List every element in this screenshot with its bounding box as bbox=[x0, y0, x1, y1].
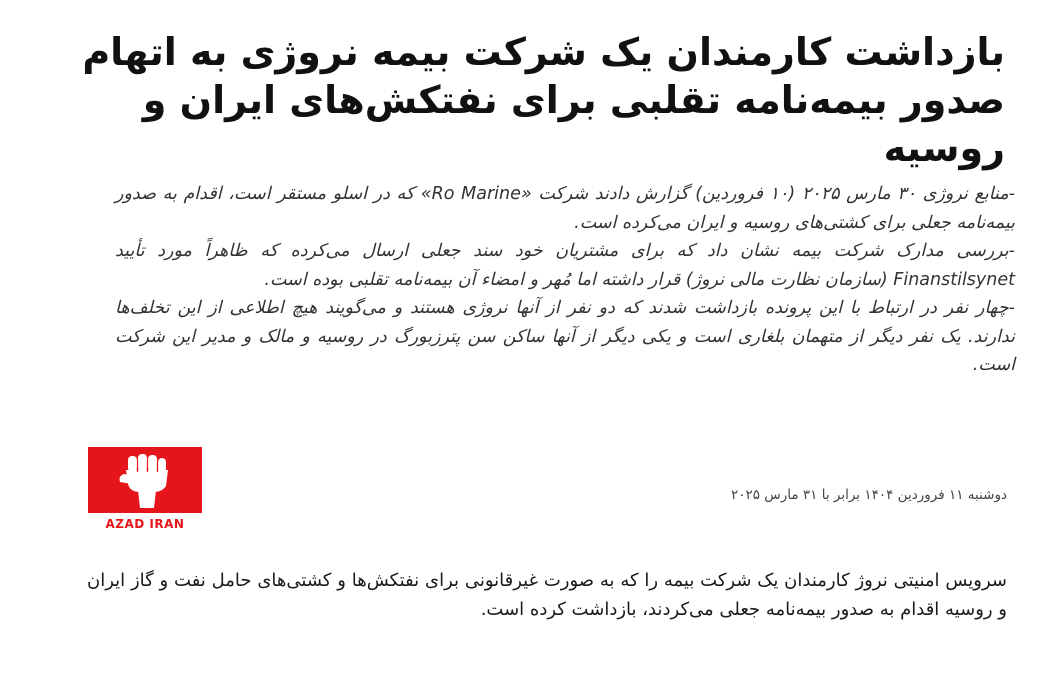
bullet-text: » که در اسلو مستقر است، اقدام به صدور بیمه‌نامه جعلی برای کشتی‌های روسیه و ایران می‌کرده است. bbox=[115, 184, 1015, 233]
bullet-text: -بررسی مدارک شرکت بیمه نشان داد که برای مشتریان خود سند جعلی ارسال می‌کرده که ظاهراً مورد تأیید bbox=[115, 241, 1015, 261]
bullet-text: -چهار نفر در ارتباط با این پرونده بازداشت شدند که دو نفر از آنها نروژی هستند و می‌گویند هیچ اطلاعی از این تخلف‌ها ندارند. یک نفر دیگر از متهمان بلغاری است و یکی دیگر از آنها ساکن سن پترزبورگ در روسیه و مالک و مدیر این شرکت است. bbox=[115, 298, 1015, 375]
azad-iran-logo bbox=[80, 447, 210, 535]
bullet-item bbox=[115, 180, 1015, 237]
bullet-item bbox=[115, 237, 1015, 294]
bullet-item bbox=[115, 294, 1015, 380]
logo-text: AZAD IRAN bbox=[105, 517, 185, 531]
raised-fist-icon bbox=[110, 450, 180, 510]
article-lead: سرویس امنیتی نروژ کارمندان یک شرکت بیمه را که به صورت غیرقانونی برای نفتکش‌ها و کشتی‌های حامل نفت و گاز ایران و روسیه اقدام به صدور بیمه‌نامه جعلی می‌کردند، بازداشت کرده است. bbox=[87, 570, 1007, 620]
article-headline: بازداشت کارمندان یک شرکت بیمه نروژی به اتهام صدور بیمه‌نامه تقلبی برای نفتکش‌های ایران و روسیه bbox=[82, 30, 1005, 170]
company-name: Ro Marine bbox=[431, 184, 521, 204]
regulator-name: Finanstilsynet bbox=[893, 269, 1015, 290]
logo-box bbox=[88, 447, 202, 513]
bullet-text: -منابع نروژی ۳۰ مارس ۲۰۲۵ (۱۰ فروردین) گزارش دادند شرکت « bbox=[520, 184, 1015, 204]
article-dateline: دوشنبه ۱۱ فروردین ۱۴۰۴ برابر با ۳۱ مارس ۲۰۲۵ bbox=[730, 487, 1007, 503]
article-bullets bbox=[115, 180, 1015, 380]
bullet-text: (سازمان نظارت مالی نروژ) قرار داشته اما مُهر و امضاء آن بیمه‌نامه تقلبی بوده است. bbox=[264, 269, 894, 290]
